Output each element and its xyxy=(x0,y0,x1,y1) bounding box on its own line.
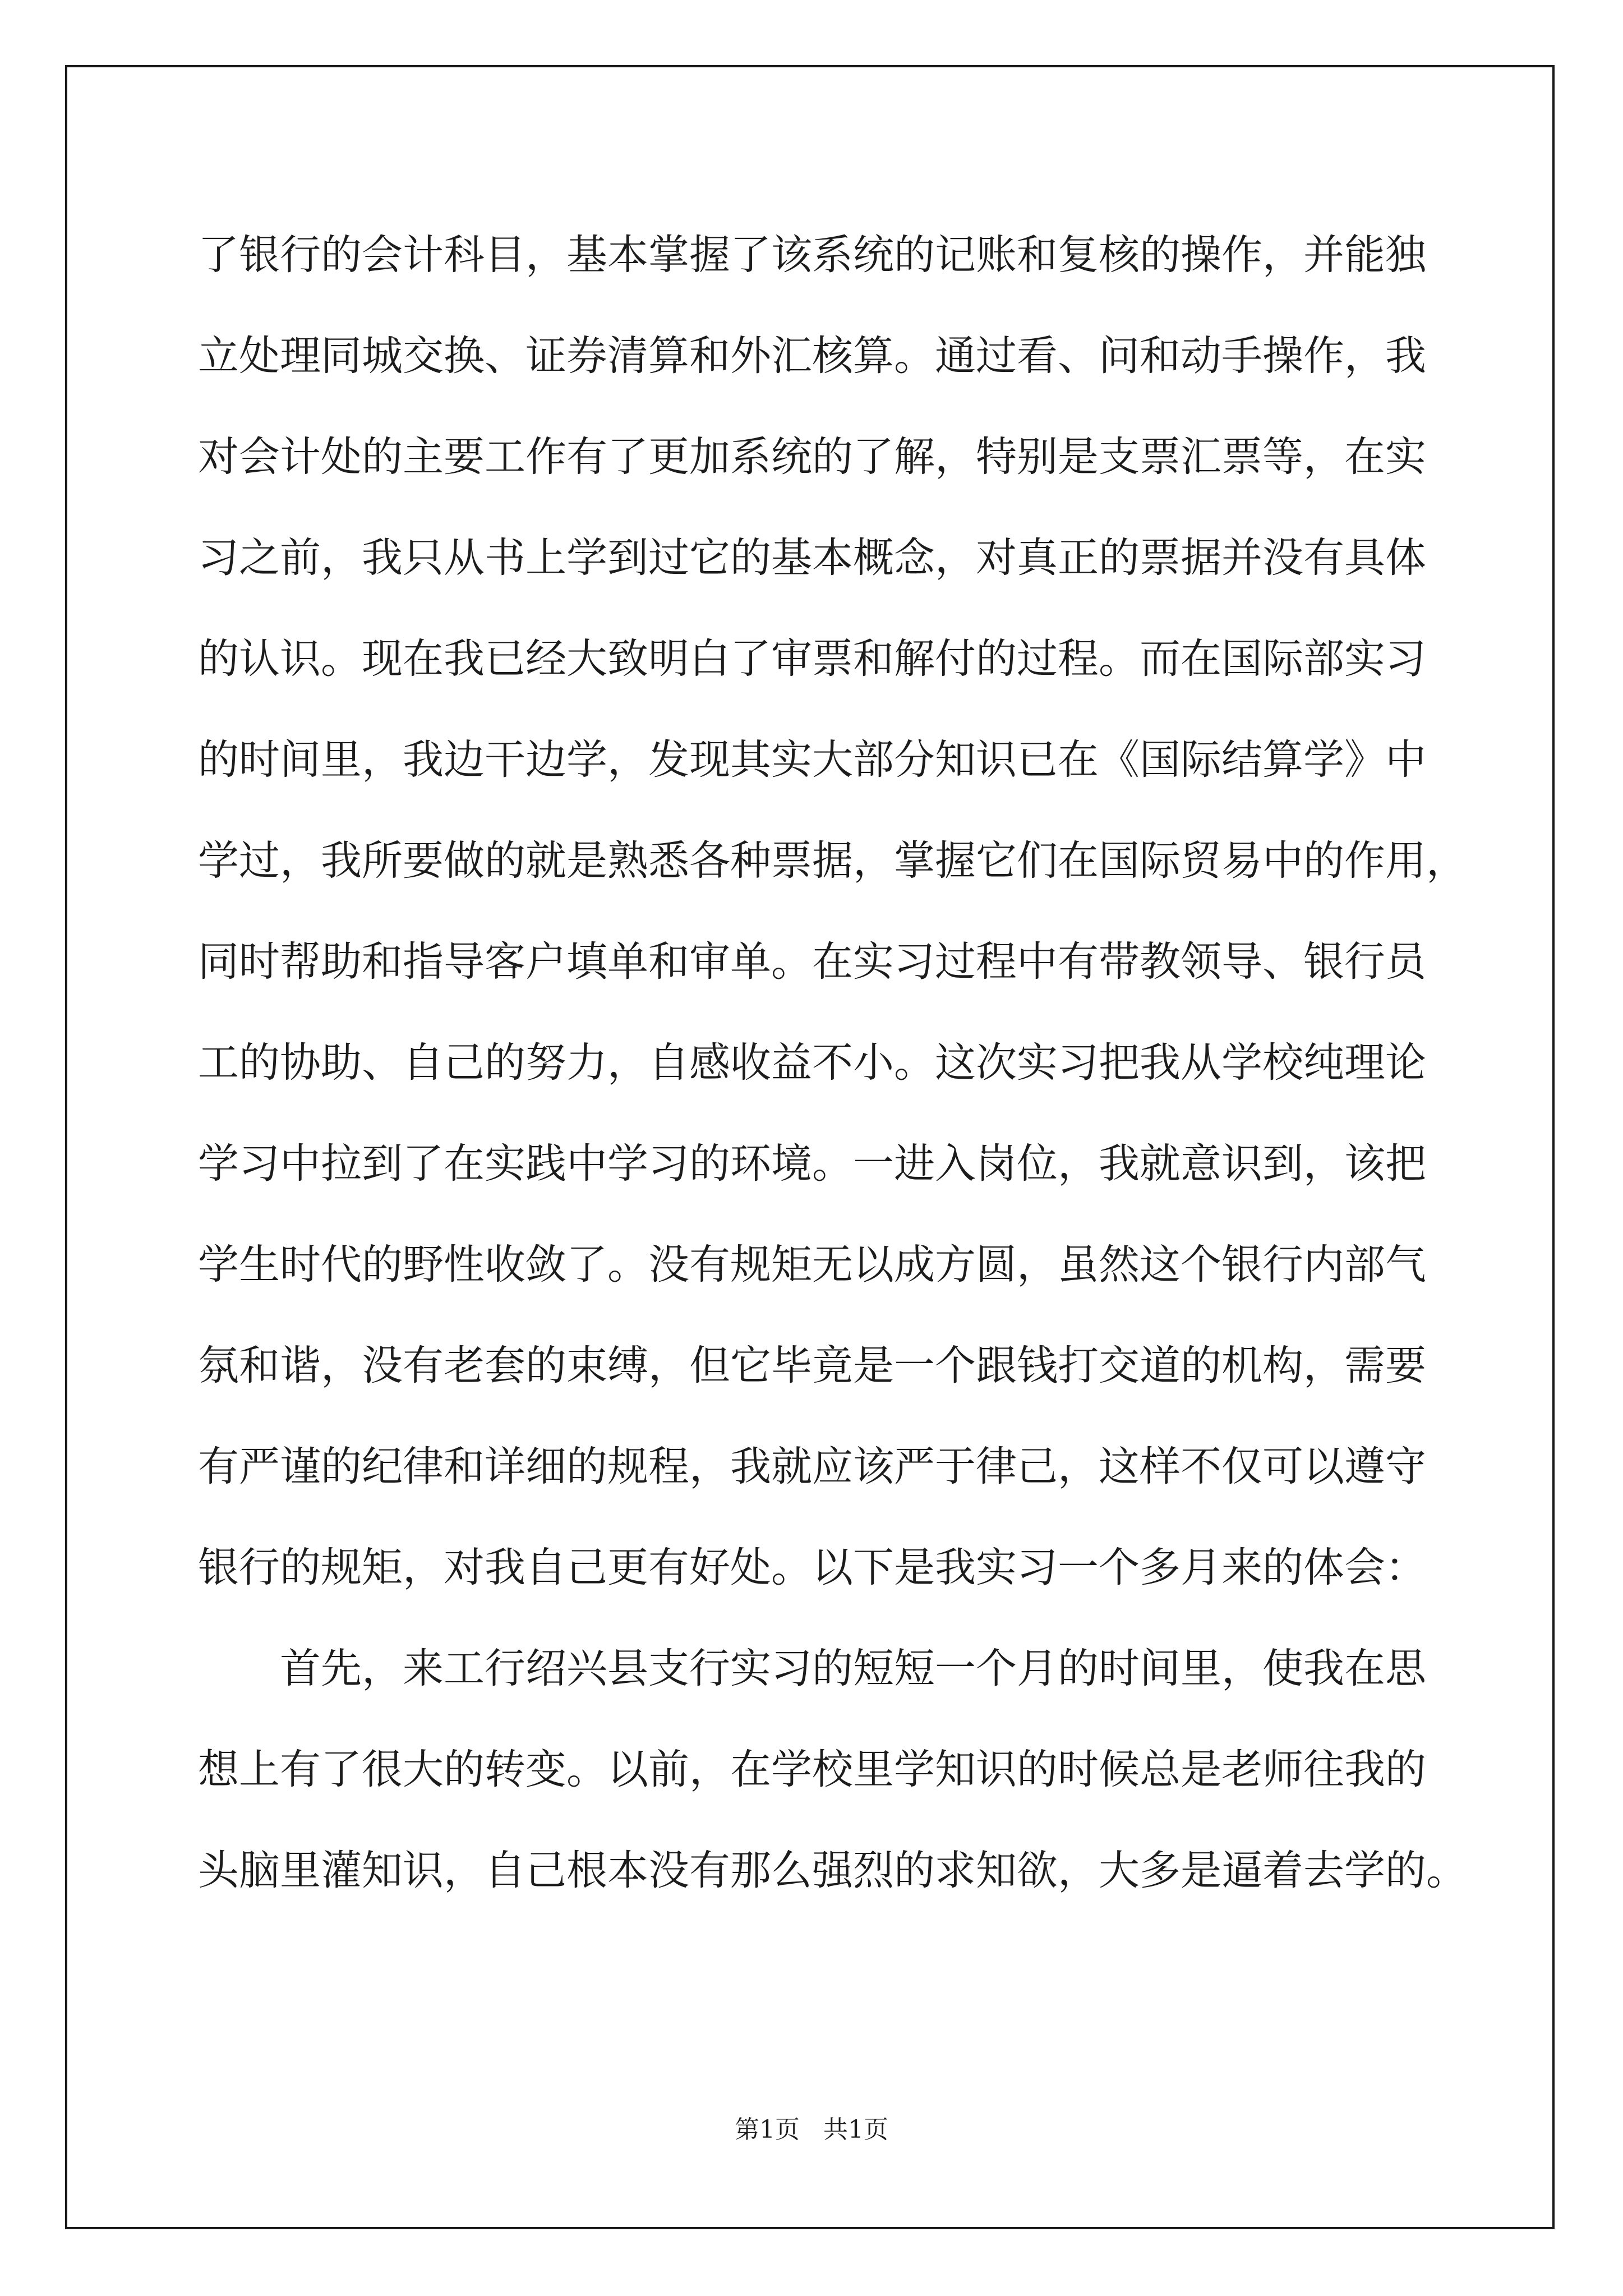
text-line: 银行的规矩，对我自己更有好处。以下是我实习一个多月来的体会： xyxy=(198,1544,1426,1591)
text-line: 氛和谐，没有老套的束缚，但它毕竟是一个跟钱打交道的机构，需要 xyxy=(198,1342,1426,1389)
text-line: 同时帮助和指导客户填单和审单。在实习过程中有带教领导、银行员 xyxy=(198,938,1426,986)
text-line: 工的协助、自己的努力，自感收益不小。这次实习把我从学校纯理论 xyxy=(198,1039,1426,1087)
paragraph-first-line: 首先，来工行绍兴县支行实习的短短一个月的时间里，使我在思 xyxy=(280,1645,1426,1692)
text-line: 的认识。现在我已经大致明白了审票和解付的过程。而在国际部实习 xyxy=(198,635,1426,683)
text-line: 习之前，我只从书上学到过它的基本概念，对真正的票据并没有具体 xyxy=(198,534,1426,582)
text-line: 有严谨的纪律和详细的规程，我就应该严于律己，这样不仅可以遵守 xyxy=(198,1443,1426,1490)
text-line: 对会计处的主要工作有了更加系统的了解，特别是支票汇票等，在实 xyxy=(198,433,1426,481)
text-line: 的时间里，我边干边学，发现其实大部分知识已在《国际结算学》中 xyxy=(198,736,1426,784)
page-number-footer: 第1页 共1页 xyxy=(735,2115,888,2144)
text-line: 头脑里灌知识，自己根本没有那么强烈的求知欲，大多是逼着去学的。 xyxy=(198,1847,1467,1894)
text-line: 学过，我所要做的就是熟悉各种票据，掌握它们在国际贸易中的作用， xyxy=(198,837,1467,885)
document-body xyxy=(198,205,1467,1921)
text-line: 立处理同城交换、证券清算和外汇核算。通过看、问和动手操作，我 xyxy=(198,332,1426,380)
text-line: 了银行的会计科目，基本掌握了该系统的记账和复核的操作，并能独 xyxy=(198,231,1426,279)
text-line: 学习中拉到了在实践中学习的环境。一进入岗位，我就意识到，该把 xyxy=(198,1140,1426,1188)
text-line: 想上有了很大的转变。以前，在学校里学知识的时候总是老师往我的 xyxy=(198,1746,1426,1793)
text-line: 学生时代的野性收敛了。没有规矩无以成方圆，虽然这个银行内部气 xyxy=(198,1241,1426,1289)
